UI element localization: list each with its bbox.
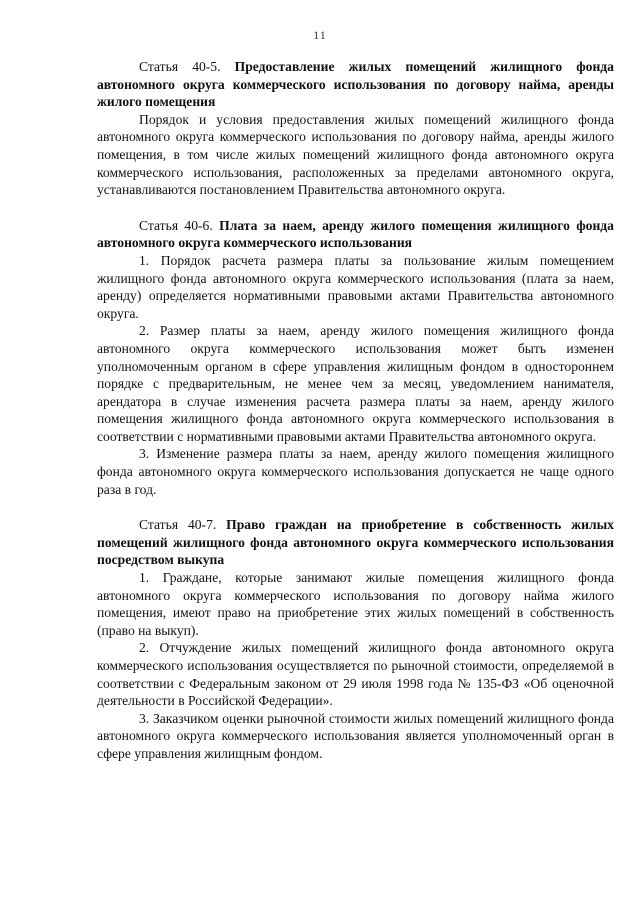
document-body — [97, 58, 614, 763]
article-heading — [97, 516, 614, 569]
article-heading — [97, 58, 614, 111]
article-paragraph: 1. Порядок расчета размера платы за пользование жилым помещением жилищного фонда автономного округа коммерческого использования (плата за наем, аренду) определяется нормативными правовыми актами Правительства автономного округа. — [97, 252, 614, 321]
article-title: Плата за наем, аренду жилого помещения жилищного фонда автономного округа коммерческого использования — [97, 217, 614, 251]
article-paragraph: 2. Отчуждение жилых помещений жилищного фонда автономного округа коммерческого использования осуществляется по рыночной стоимости, определяемой в соответствии с Федеральным законом от 29 июля 1998 года № 135-ФЗ «Об оценочной деятельности в Российской Федерации». — [97, 640, 614, 709]
article-paragraph: 3. Заказчиком оценки рыночной стоимости жилых помещений жилищного фонда автономного округа коммерческого использования является уполномоченный орган в сфере управления жилищным фондом. — [97, 710, 614, 761]
article-paragraph: Порядок и условия предоставления жилых помещений жилищного фонда автономного округа коммерческого использования по договору найма, аренды жилого помещения, в том числе жилых помещений жилищного фонда автономного округа коммерческого использования, расположенных за пределами автономного округа, устанавливаются постановлением Правительства автономного округа. — [97, 111, 614, 198]
article-title: Предоставление жилых помещений жилищного фонда автономного округа коммерческого использования по договору найма, аренды жилого помещения — [97, 59, 614, 110]
article-40-5 — [97, 58, 614, 199]
article-title: Право граждан на приобретение в собственность жилых помещений жилищного фонда автономного округа коммерческого использования посредством выкупа — [97, 517, 614, 568]
article-number: Статья 40-6. — [139, 217, 213, 233]
article-paragraph: 1. Граждане, которые занимают жилые помещения жилищного фонда автономного округа коммерческого использования по договору найма жилого помещения, имеют право на приобретение этих жилых помещений в собственность (право на выкуп). — [97, 570, 614, 638]
page-number: 11 — [313, 28, 327, 42]
article-paragraph: 3. Изменение размера платы за наем, аренду жилого помещения жилищного фонда автономного округа коммерческого использования допускается не чаще одного раза в год. — [97, 446, 614, 497]
article-number: Статья 40-7. — [139, 517, 217, 533]
article-paragraph: 2. Размер платы за наем, аренду жилого помещения жилищного фонда автономного округа коммерческого использования может быть изменен уполномоченным органом в сфере управления жилищным фондом в одностороннем порядке с предварительным, не менее чем за месяц, уведомлением нанимателя, арендатора в случае изменения расчета размера платы за наем, аренду жилого помещения жилищного фонда автономного округа коммерческого использования в соответствии с нормативными правовыми актами Правительства автономного округа. — [97, 323, 614, 444]
article-heading — [97, 217, 614, 252]
article-40-6 — [97, 217, 614, 499]
article-40-7 — [97, 516, 614, 762]
article-number: Статья 40-5. — [139, 59, 221, 74]
